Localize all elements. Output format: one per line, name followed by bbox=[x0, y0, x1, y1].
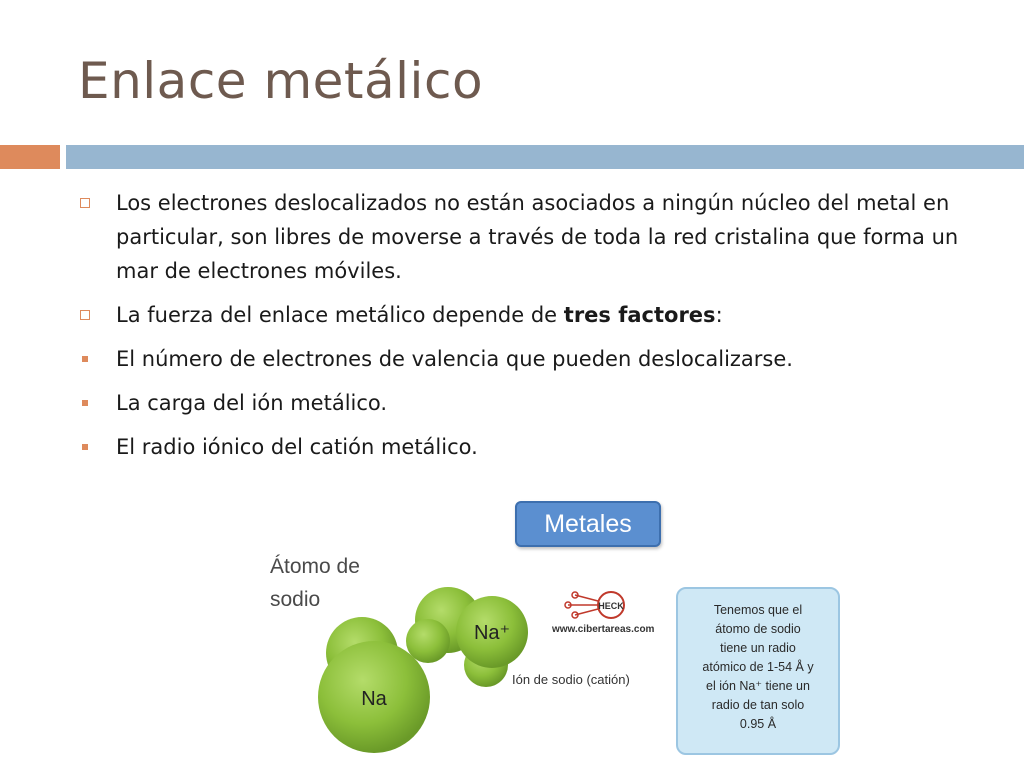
info-line: atómico de 1-54 Å y bbox=[702, 660, 814, 674]
square-bullet-icon bbox=[80, 198, 90, 208]
slide-title: Enlace metálico bbox=[78, 52, 484, 110]
metales-header-box: Metales bbox=[515, 501, 661, 547]
orange-accent-bar bbox=[0, 145, 60, 169]
atom-label-line: Átomo de bbox=[270, 555, 360, 578]
atom-symbol: Na bbox=[361, 688, 387, 710]
sub-bullet-item bbox=[80, 342, 980, 376]
bullet-item bbox=[80, 186, 980, 288]
bullet-list bbox=[80, 186, 980, 474]
bullet-text-bold: tres factores bbox=[563, 303, 716, 327]
info-line: tiene un radio bbox=[720, 641, 796, 655]
logo-text: HECK bbox=[598, 601, 624, 611]
cibertareas-logo-icon bbox=[565, 592, 624, 618]
sub-bullet-item bbox=[80, 386, 980, 420]
bullet-text-suffix: : bbox=[715, 303, 723, 327]
background-sphere bbox=[406, 619, 450, 663]
blue-accent-bar bbox=[66, 145, 1024, 169]
small-square-bullet-icon bbox=[82, 400, 88, 406]
small-square-bullet-icon bbox=[82, 444, 88, 450]
website-label: www.cibertareas.com bbox=[552, 624, 655, 635]
info-line: 0.95 Å bbox=[739, 717, 777, 731]
atom-label-line: sodio bbox=[270, 588, 321, 611]
square-bullet-icon bbox=[80, 310, 90, 320]
sub-bullet-item bbox=[80, 430, 980, 464]
info-line: radio de tan solo bbox=[711, 698, 805, 712]
info-line: átomo de sodio bbox=[715, 622, 801, 636]
sodium-diagram bbox=[270, 495, 870, 768]
sub-bullet-text: El número de electrones de valencia que pueden deslocalizarse. bbox=[116, 347, 793, 371]
bullet-text-prefix: La fuerza del enlace metálico depende de bbox=[116, 303, 564, 327]
sub-bullet-text: El radio iónico del catión metálico. bbox=[116, 435, 478, 459]
ion-symbol: Na⁺ bbox=[473, 622, 511, 644]
bullet-item bbox=[80, 298, 980, 332]
sub-bullet-text: La carga del ión metálico. bbox=[116, 391, 388, 415]
small-square-bullet-icon bbox=[82, 356, 88, 362]
info-box bbox=[676, 587, 840, 755]
ion-label: Ión de sodio (catión) bbox=[512, 672, 630, 687]
info-line: Tenemos que el bbox=[713, 603, 803, 617]
bullet-text: Los electrones deslocalizados no están asociados a ningún núcleo del metal en particular, son libres de moverse a través de toda la red cristalina que forma un mar de electrones móviles. bbox=[116, 191, 959, 283]
info-line: el ión Na⁺ tiene un bbox=[706, 679, 810, 693]
